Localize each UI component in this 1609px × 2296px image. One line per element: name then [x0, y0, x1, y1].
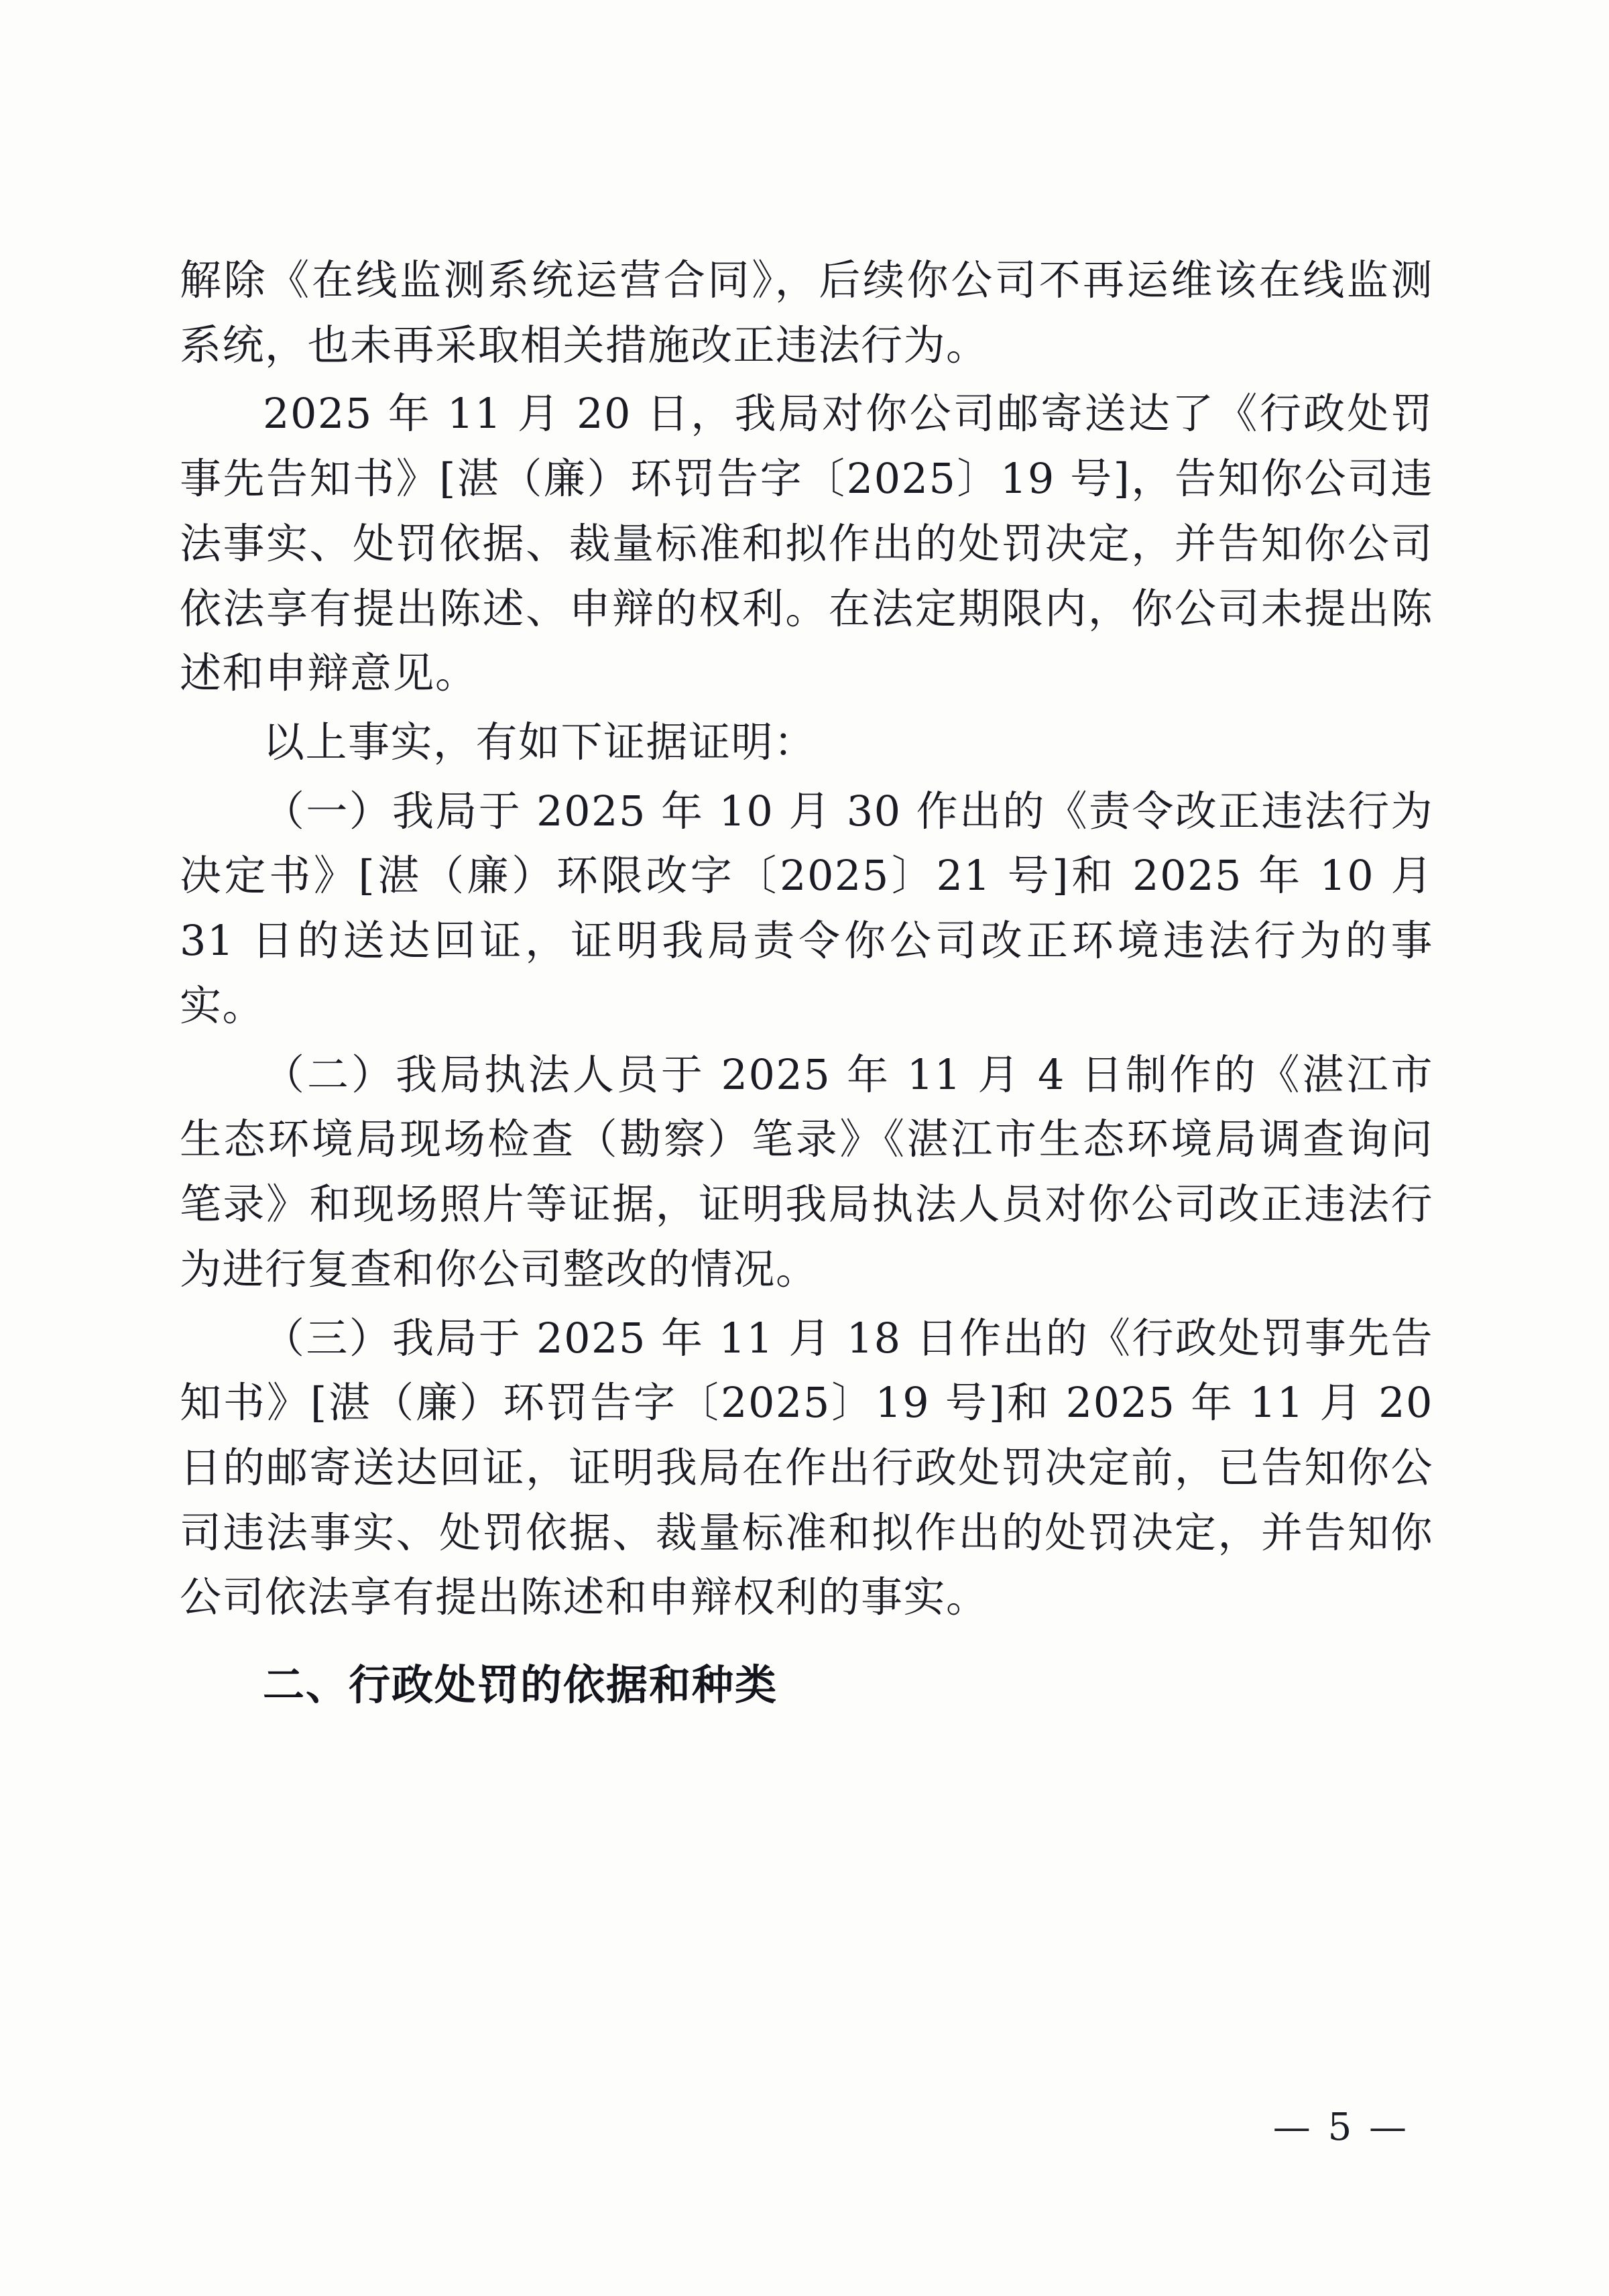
page-number: — 5 — — [1272, 2106, 1409, 2149]
page-footer — [180, 2106, 1433, 2149]
document-body — [180, 248, 1433, 1718]
section-heading: 二、行政处罚的依据和种类 — [263, 1660, 778, 1710]
body-paragraph: （三）我局于 2025 年 11 月 18 日作出的《行政处罚事先告知书》[湛（廉）环罚告字〔2025〕19 号]和 2025 年 11 月 20 日的邮寄送达回证，证明我局在作出行政处罚决定前，已告知你公司违法事实、处罚依据、裁量标准和拟作出的处罚决定，并告知你公司依法享有提出陈述和申辩权利的事实。 — [180, 1313, 1433, 1622]
body-paragraph: 以上事实，有如下证据证明： — [263, 718, 817, 767]
body-paragraph: 解除《在线监测系统运营合同》，后续你公司不再运维该在线监测系统，也未再采取相关措施改正违法行为。 — [180, 255, 1433, 369]
body-paragraph: （一）我局于 2025 年 10 月 30 作出的《责令改正违法行为决定书》[湛（廉）环限改字〔2025〕21 号]和 2025 年 10 月 31 日的送达回证，证明我局责令你公司改正环境违法行为的事实。 — [180, 786, 1433, 1030]
body-paragraph: 2025 年 11 月 20 日，我局对你公司邮寄送达了《行政处罚事先告知书》[湛（廉）环罚告字〔2025〕19 号]，告知你公司违法事实、处罚依据、裁量标准和拟作出的处罚决定，并告知你公司依法享有提出陈述、申辩的权利。在法定期限内，你公司未提出陈述和申辩意见。 — [180, 389, 1433, 698]
body-paragraph: （二）我局执法人员于 2025 年 11 月 4 日制作的《湛江市生态环境局现场检查（勘察）笔录》《湛江市生态环境局调查询问笔录》和现场照片等证据，证明我局执法人员对你公司改正违法行为进行复查和你公司整改的情况。 — [180, 1049, 1433, 1294]
